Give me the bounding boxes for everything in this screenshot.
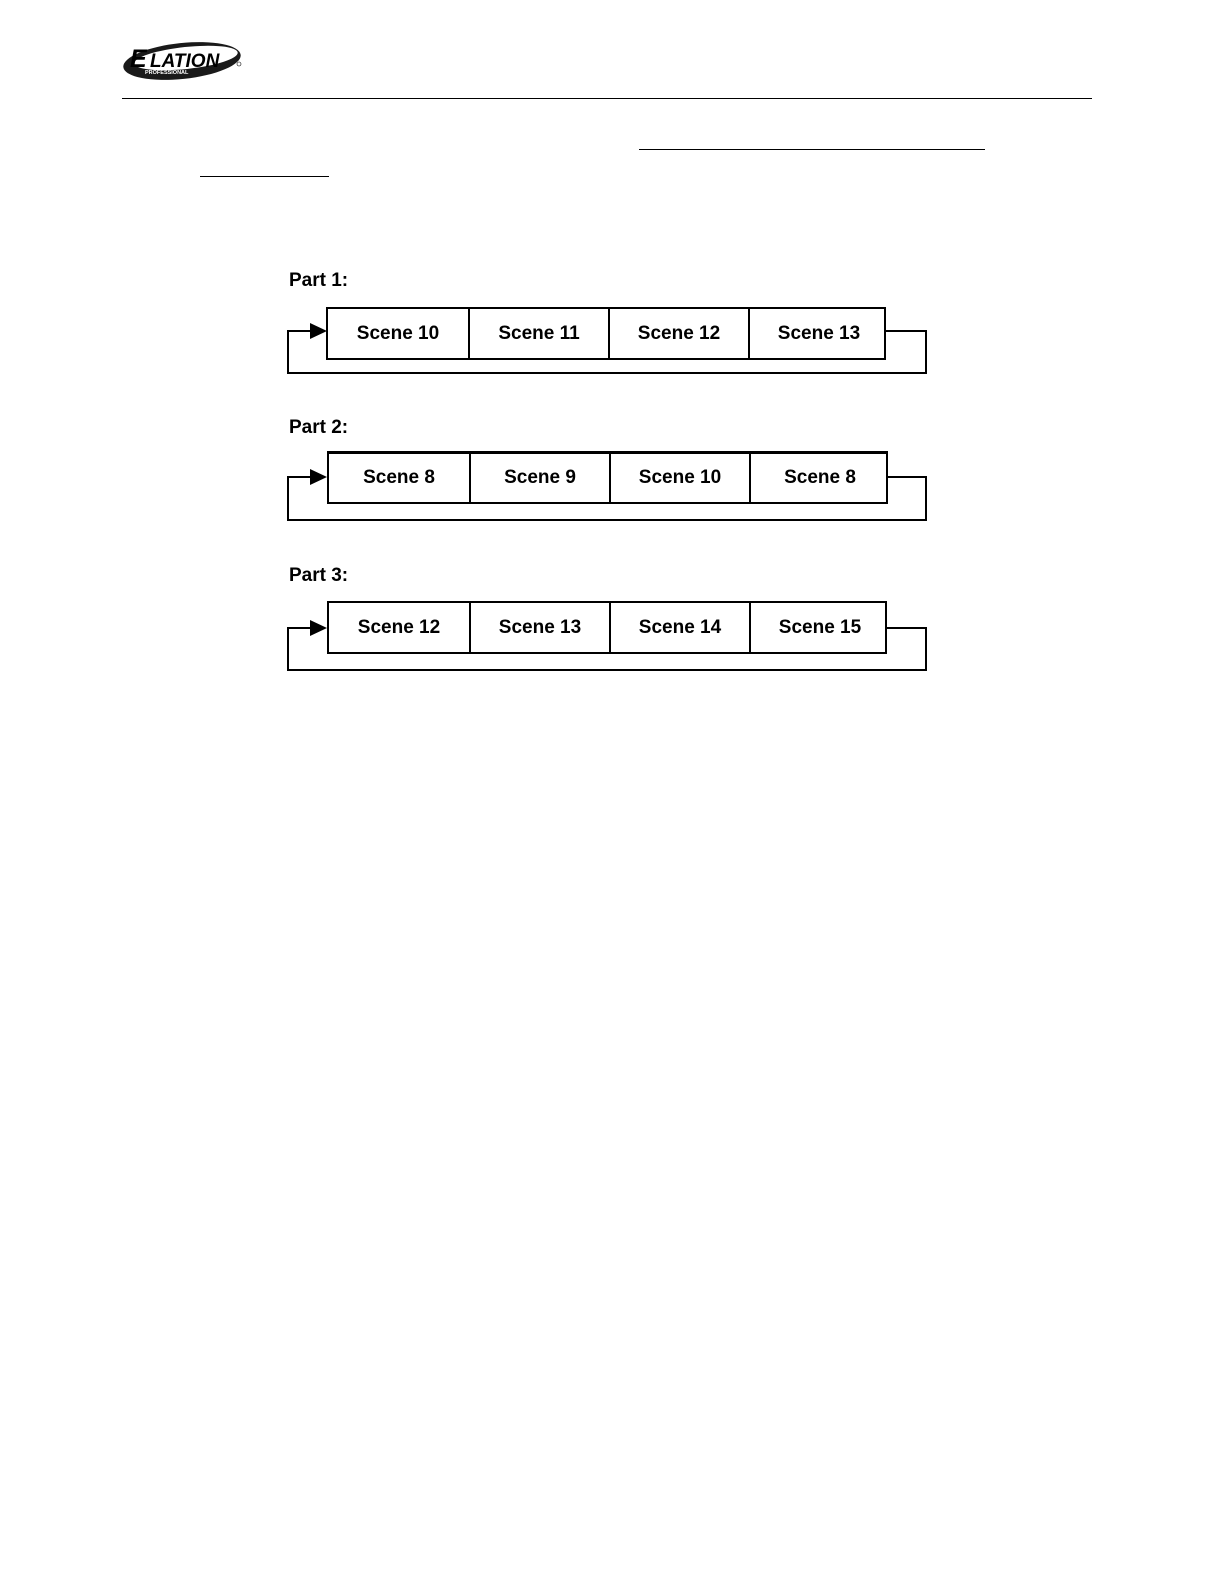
part-2-label: Part 2: bbox=[289, 417, 349, 438]
scene-box: Scene 13 bbox=[469, 603, 609, 652]
logo-tagline: PROFESSIONAL bbox=[145, 70, 189, 76]
scene-box: Scene 8 bbox=[363, 467, 435, 488]
logo-initial-letter: E bbox=[130, 45, 147, 73]
scene-box: Scene 15 bbox=[749, 603, 889, 652]
scene-box: Scene 12 bbox=[608, 309, 748, 358]
scene-box: Scene 11 bbox=[468, 309, 608, 358]
part-1-label: Part 1: bbox=[289, 270, 349, 291]
scene-box: Scene 10 bbox=[609, 454, 749, 502]
scene-box: Scene 9 bbox=[469, 454, 609, 502]
loop-arrow-icon bbox=[310, 620, 327, 636]
part-3-scene-row bbox=[327, 601, 887, 654]
scene-box: Scene 8 bbox=[749, 454, 889, 502]
scene-box: Scene 12 bbox=[357, 616, 441, 638]
part-3-loop-connector bbox=[0, 0, 1224, 700]
part-3-label: Part 3: bbox=[289, 565, 349, 586]
scene-box: Scene 14 bbox=[609, 603, 749, 652]
scene-box: Scene 10 bbox=[356, 322, 440, 344]
logo-wordmark: LATION bbox=[150, 51, 220, 72]
scene-box: Scene 13 bbox=[748, 309, 888, 358]
